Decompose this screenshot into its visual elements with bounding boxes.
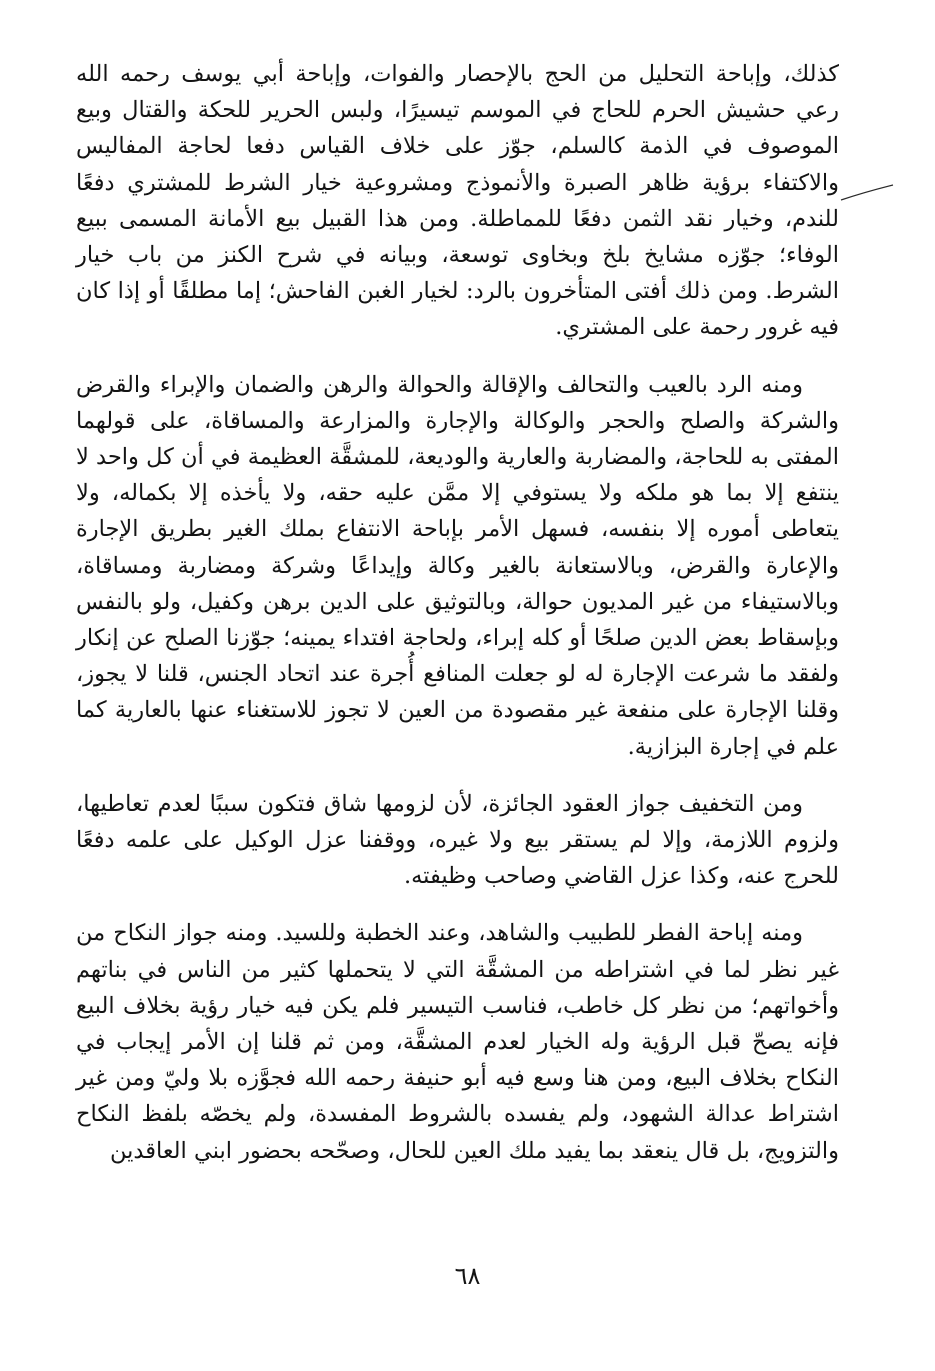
paragraph-3: ومن التخفيف جواز العقود الجائزة، لأن لزومها شاق فتكون سببًا لعدم تعاطيها، ولزوم اللازمة، وإلا لم يستقر بيع ولا غيره، ووقفنا عزل الوكيل على علمه دفعًا للحرج عنه، وكذا عزل القاضي وصاحب وظيفته.: [76, 790, 839, 890]
margin-pen-stroke: [839, 182, 895, 204]
page-body: [76, 56, 839, 1169]
paragraph-2: ومنه الرد بالعيب والتحالف والإقالة والحوالة والرهن والضمان والإبراء والقرض والشركة والصلح والحجر والوكالة والإجارة والمزارعة والمساقاة، على قولهما المفتى به للحاجة، والمضاربة والعارية والوديعة، للمشقَّة العظيمة في أن كل واحد لا ينتفع إلا بما هو ملكه ولا يستوفي إلا ممَّن عليه حقه، ولا يأخذه إلا بكماله، ولا يتعاطى أموره إلا بنفسه، فسهل الأمر بإباحة الانتفاع بملك الغير بطريق الإجارة والإعارة والقرض، وبالاستعانة بالغير وكالة وإيداعًا وشركة ومضاربة ومساقاة، وبالاستيفاء من غير المديون حوالة، وبالتوثيق على الدين برهن وكفيل، ولو بالنفس وبإسقاط بعض الدين صلحًا أو كله إبراء، ولحاجة افتداء يمينه؛ جوّزنا الصلح عن إنكار ولفقد ما شرعت الإجارة له لو جعلت المنافع أُجرة عند اتحاد الجنس، قلنا لا يجوز، وقلنا الإجارة على منفعة غير مقصودة من العين لا تجوز للاستغناء عنها بالعارية كما علم في إجارة البزازية.: [76, 371, 839, 760]
paragraph-4: ومنه إباحة الفطر للطبيب والشاهد، وعند الخطبة وللسيد. ومنه جواز النكاح من غير نظر لما في اشتراطه من المشقَّة التي لا يتحملها كثير من الناس في بناتهم وأخواتهم؛ من نظر كل خاطب، فناسب التيسير فلم يكن فيه خيار رؤية بخلاف البيع فإنه يصحّ قبل الرؤية وله الخيار لعدم المشقَّة، ومن ثم قلنا إن الأمر إيجاب في النكاح بخلاف البيع، ومن هنا وسع فيه أبو حنيفة رحمه الله فجوَّزه بلا وليّ ومن غير اشتراط عدالة الشهود، ولم يفسده بالشروط المفسدة، ولم يخصّه بلفظ النكاح والتزويج، بل قال ينعقد بما يفيد ملك العين للحال، وصحّحه بحضور ابني العاقدين: [76, 920, 839, 1164]
paragraph-1: كذلك، وإباحة التحليل من الحج بالإحصار والفوات، وإباحة أبي يوسف رحمه الله رعي حشيش الحرم للحاج في الموسم تيسيرًا، ولبس الحرير للحكة والقتال وبيع الموصوف في الذمة كالسلم، جوّز على خلاف القياس دفعا لحاجة المفاليس والاكتفاء برؤية ظاهر الصبرة والأنموذج ومشروعية خيار الشرط للمشتري دفعًا للندم، وخيار نقد الثمن دفعًا للمماطلة. ومن هذا القبيل بيع الأمانة المسمى ببيع الوفاء؛ جوّزه مشايخ بلخ وبخاوى توسعة، وبيانه في شرح الكنز من باب خيار الشرط. ومن ذلك أفتى المتأخرون بالرد: لخيار الغبن الفاحش؛ إما مطلقًا أو إذا كان فيه غرور رحمة على المشتري.: [76, 61, 839, 341]
page-number: ٦٨: [454, 1262, 481, 1290]
